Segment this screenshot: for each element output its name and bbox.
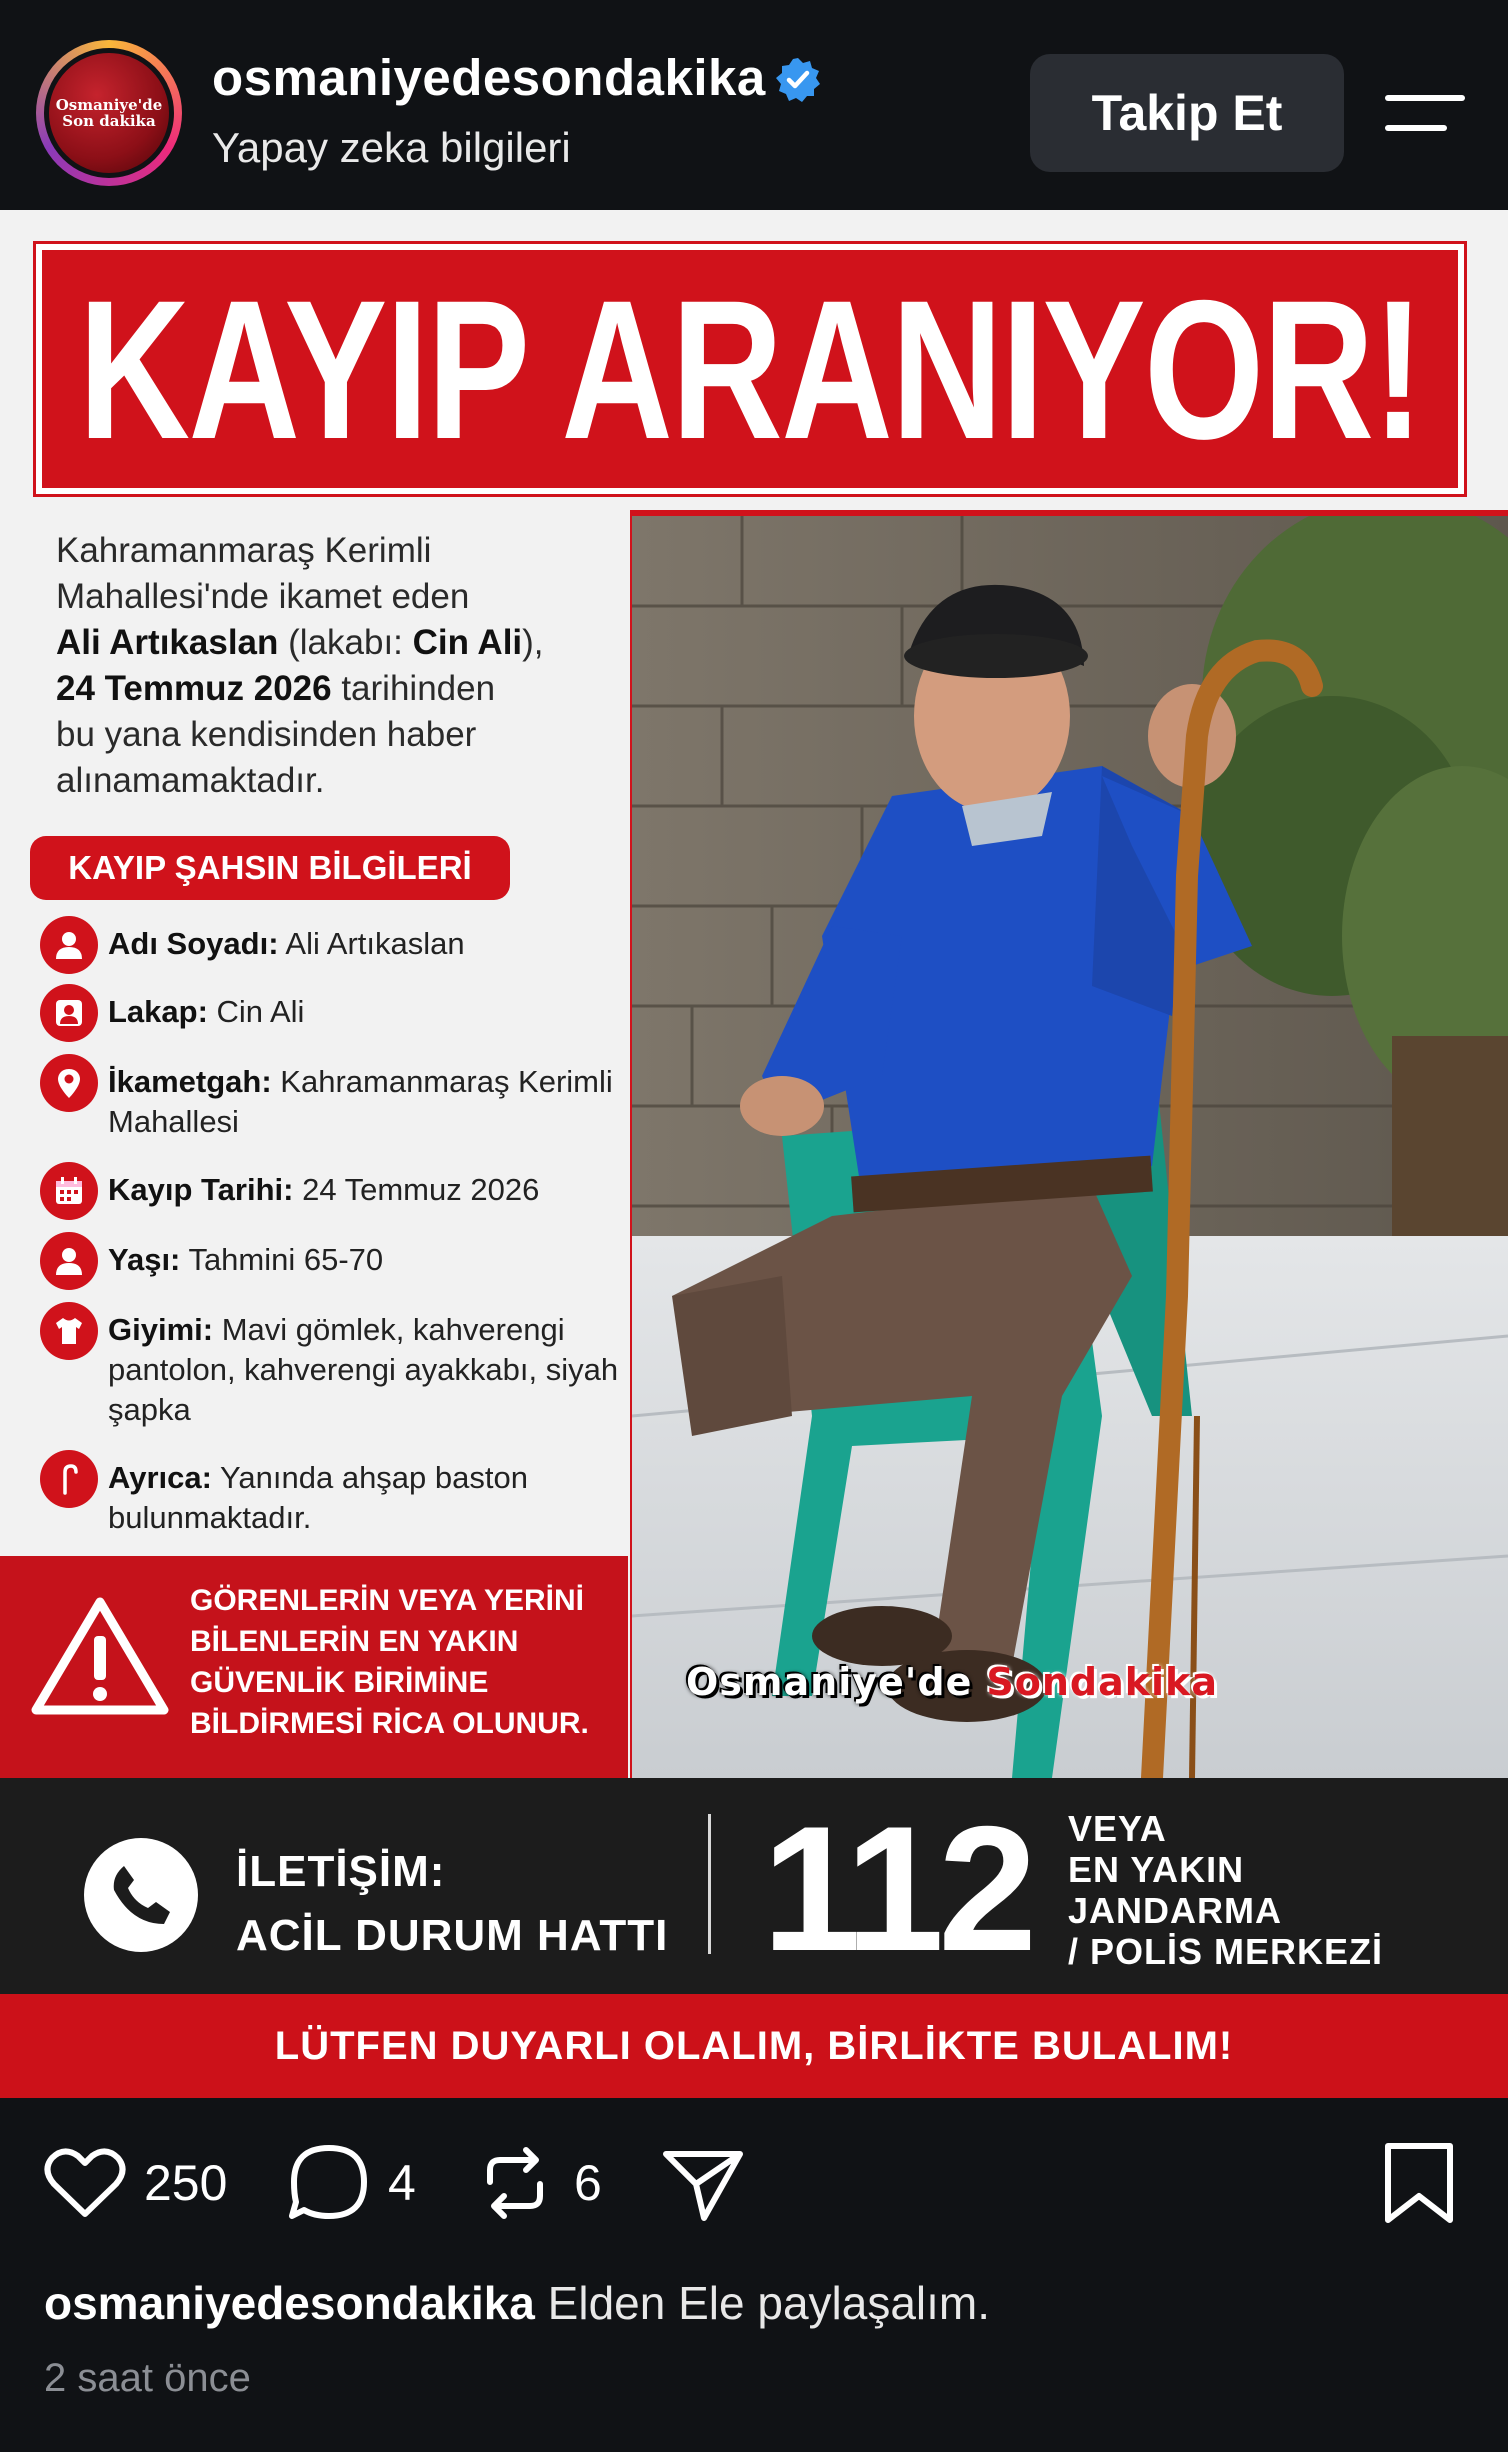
info-value: 24 Temmuz 2026 <box>293 1172 540 1207</box>
nickname: Cin Ali <box>412 623 523 662</box>
alt-contact-line: EN YAKIN <box>1068 1849 1245 1890</box>
intro-text: (lakabı: <box>278 623 413 662</box>
alternative-contact <box>1068 1808 1383 1972</box>
emergency-number: 112 <box>762 1789 1032 1988</box>
post-image[interactable] <box>0 210 1508 2098</box>
avatar-text-line1: Osmaniye'de <box>55 96 163 114</box>
intro-text: tarihinden <box>331 669 496 708</box>
send-icon <box>658 2138 748 2228</box>
caption-username[interactable]: osmaniyedesondakika <box>44 2277 535 2329</box>
contact-label-line: İLETİŞİM: <box>236 1847 446 1896</box>
warning-text <box>190 1580 589 1744</box>
follow-button[interactable]: Takip Et <box>1030 54 1344 172</box>
person-icon <box>40 916 98 974</box>
intro-paragraph <box>56 528 676 804</box>
poster-title-banner <box>36 244 1464 494</box>
avatar-logo <box>44 48 174 178</box>
alt-contact-line: JANDARMA <box>1068 1890 1282 1931</box>
info-section-title: KAYIP ŞAHSIN BİLGİLERİ <box>30 836 510 900</box>
watermark-text: Osmaniye'de <box>686 1660 973 1704</box>
warning-line: BİLDİRMESİ RİCA OLUNUR. <box>190 1707 589 1740</box>
post-actions <box>0 2098 1508 2452</box>
avatar-text-line2: Son dakika <box>62 112 156 130</box>
info-value: Kahramanmaraş Kerimli Mahallesi <box>108 1064 613 1139</box>
repost-icon <box>470 2138 560 2228</box>
contact-band <box>0 1778 1508 1994</box>
warning-triangle-icon <box>30 1594 170 1718</box>
phone-icon <box>84 1838 198 1952</box>
avatar[interactable] <box>36 40 182 186</box>
warning-line: BİLENLERİN EN YAKIN <box>190 1625 519 1658</box>
person-icon <box>40 1232 98 1290</box>
heart-icon <box>40 2138 130 2228</box>
repost-button[interactable] <box>470 2138 602 2228</box>
info-value: Ali Artıkaslan <box>278 926 465 961</box>
info-value: Cin Ali <box>207 994 305 1029</box>
info-value: Yanında ahşap baston bulunmaktadır. <box>108 1460 528 1535</box>
watermark-text: Sondakika <box>986 1660 1218 1704</box>
shirt-icon <box>40 1302 98 1360</box>
photo-watermark <box>686 1660 1218 1704</box>
verified-badge-icon <box>774 56 822 104</box>
comment-button[interactable] <box>284 2138 416 2228</box>
calendar-icon <box>40 1162 98 1220</box>
info-label: Lakap: <box>108 994 208 1029</box>
intro-line: bu yana kendisinden haber <box>56 715 477 754</box>
post-caption <box>44 2276 990 2330</box>
missing-date: 24 Temmuz 2026 <box>56 669 332 708</box>
intro-line: alınamamaktadır. <box>56 761 325 800</box>
contact-label-line: ACİL DURUM HATTI <box>236 1911 669 1960</box>
alt-contact-line: VEYA <box>1068 1808 1167 1849</box>
menu-icon[interactable] <box>1384 88 1466 138</box>
intro-line: Mahallesi'nde ikamet eden <box>56 577 470 616</box>
post-header <box>0 0 1508 210</box>
comment-icon <box>284 2138 374 2228</box>
info-label: Yaşı: <box>108 1242 181 1277</box>
bookmark-button[interactable] <box>1374 2138 1464 2228</box>
portrait-icon <box>40 984 98 1042</box>
bookmark-icon <box>1374 2138 1464 2228</box>
share-button[interactable] <box>658 2138 748 2228</box>
intro-line <box>56 666 676 712</box>
info-label: İkametgah: <box>108 1064 272 1099</box>
intro-text: ), <box>522 623 544 662</box>
intro-line: Kahramanmaraş Kerimli <box>56 531 432 570</box>
info-label: Ayrıca: <box>108 1460 212 1495</box>
post-timestamp: 2 saat önce <box>44 2356 251 2400</box>
missing-person-name: Ali Artıkaslan <box>56 623 279 662</box>
warning-line: GÖRENLERİN VEYA YERİNİ <box>190 1584 584 1617</box>
warning-line: GÜVENLİK BİRİMİNE <box>190 1666 489 1699</box>
info-label: Kayıp Tarihi: <box>108 1172 294 1207</box>
username[interactable]: osmaniyedesondakika <box>212 49 766 106</box>
alt-contact-line: / POLİS MERKEZİ <box>1068 1931 1384 1972</box>
profile-subtitle: Yapay zeka bilgileri <box>212 124 571 171</box>
comment-count: 4 <box>388 2155 416 2211</box>
repost-count: 6 <box>574 2155 602 2211</box>
intro-line <box>56 620 676 666</box>
poster-title: KAYIP ARANIYOR! <box>78 258 1422 480</box>
contact-label <box>236 1840 668 1968</box>
cane-icon <box>40 1450 98 1508</box>
warning-box <box>0 1556 628 1778</box>
caption-text: Elden Ele paylaşalım. <box>534 2277 991 2329</box>
like-button[interactable] <box>40 2138 227 2228</box>
contact-divider <box>708 1814 711 1954</box>
missing-person-photo <box>632 516 1508 1778</box>
like-count: 250 <box>144 2155 228 2211</box>
info-label: Adı Soyadı: <box>108 926 279 961</box>
info-value: Mavi gömlek, kahverengi pantolon, kahverengi ayakkabı, siyah şapka <box>108 1312 619 1427</box>
location-pin-icon <box>40 1054 98 1112</box>
info-label: Giyimi: <box>108 1312 214 1347</box>
info-value: Tahmini 65-70 <box>180 1242 384 1277</box>
slogan-banner: LÜTFEN DUYARLI OLALIM, BİRLİKTE BULALIM! <box>0 1994 1508 2098</box>
